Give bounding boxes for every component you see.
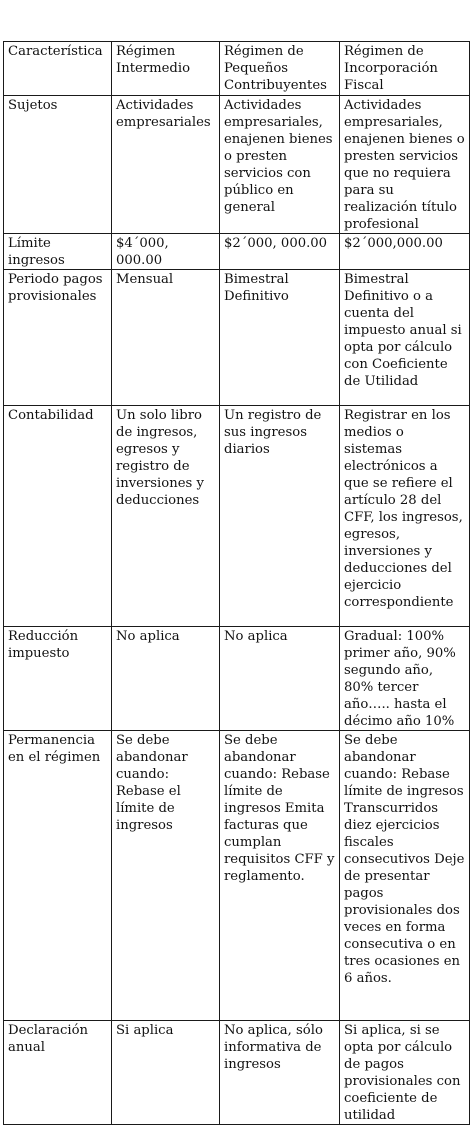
row-label-limite-ingresos: Límite ingresos <box>4 234 112 270</box>
cell-declaracion-repeco: No aplica, sólo informativa de ingresos <box>220 1021 340 1125</box>
table-row-limite-ingresos <box>4 234 470 270</box>
cell-declaracion-intermedio: Si aplica <box>112 1021 220 1125</box>
regimen-comparison-table <box>3 41 470 1125</box>
cell-contabilidad-intermedio: Un solo libro de ingresos, egresos y registro de inversiones y deducciones <box>112 406 220 627</box>
comparison-table-container <box>3 41 470 1125</box>
cell-limite-rif: $2´000,000.00 <box>340 234 470 270</box>
table-row-declaracion-anual <box>4 1021 470 1125</box>
table-row-contabilidad <box>4 406 470 627</box>
cell-permanencia-rif: Se debe abandonar cuando: Rebase límite de ingresos Transcurridos diez ejercicios fiscales consecutivos Deje de presentar pagos provisionales dos veces en forma consecutiva o en tres ocasiones en 6 años. <box>340 731 470 1021</box>
cell-periodo-intermedio: Mensual <box>112 270 220 406</box>
row-label-permanencia: Permanencia en el régimen <box>4 731 112 1021</box>
table-row-reduccion-impuesto <box>4 627 470 731</box>
cell-reduccion-rif: Gradual: 100% primer año, 90% segundo año, 80% tercer año….. hasta el décimo año 10% <box>340 627 470 731</box>
row-label-reduccion-impuesto: Reducción impuesto <box>4 627 112 731</box>
cell-periodo-repeco: Bimestral Definitivo <box>220 270 340 406</box>
cell-declaracion-rif: Si aplica, si se opta por cálculo de pagos provisionales con coeficiente de utilidad <box>340 1021 470 1125</box>
cell-limite-intermedio: $4´000, 000.00 <box>112 234 220 270</box>
row-label-sujetos: Sujetos <box>4 96 112 234</box>
cell-contabilidad-repeco: Un registro de sus ingresos diarios <box>220 406 340 627</box>
cell-permanencia-repeco: Se debe abandonar cuando: Rebase límite de ingresos Emita facturas que cumplan requisitos CFF y reglamento. <box>220 731 340 1021</box>
header-cell-rif: Régimen de Incorporación Fiscal <box>340 42 470 96</box>
table-row-permanencia <box>4 731 470 1021</box>
cell-reduccion-repeco: No aplica <box>220 627 340 731</box>
table-row-periodo-pagos <box>4 270 470 406</box>
cell-sujetos-rif: Actividades empresariales, enajenen bienes o presten servicios que no requiera para su realización título profesional <box>340 96 470 234</box>
cell-sujetos-repeco: Actividades empresariales, enajenen bienes o presten servicios con público en general <box>220 96 340 234</box>
cell-periodo-rif: Bimestral Definitivo o a cuenta del impuesto anual si opta por cálculo con Coeficiente de Utilidad <box>340 270 470 406</box>
cell-contabilidad-rif: Registrar en los medios o sistemas electrónicos a que se refiere el artículo 28 del CFF, los ingresos, egresos, inversiones y deducciones del ejercicio correspondiente <box>340 406 470 627</box>
cell-limite-repeco: $2´000, 000.00 <box>220 234 340 270</box>
cell-permanencia-intermedio: Se debe abandonar cuando: Rebase el límite de ingresos <box>112 731 220 1021</box>
header-cell-caracteristica: Característica <box>4 42 112 96</box>
cell-reduccion-intermedio: No aplica <box>112 627 220 731</box>
table-row-sujetos <box>4 96 470 234</box>
row-label-periodo-pagos: Periodo pagos provisionales <box>4 270 112 406</box>
row-label-contabilidad: Contabilidad <box>4 406 112 627</box>
table-header-row <box>4 42 470 96</box>
cell-sujetos-intermedio: Actividades empresariales <box>112 96 220 234</box>
row-label-declaracion-anual: Declaración anual <box>4 1021 112 1125</box>
header-cell-regimen-intermedio: Régimen Intermedio <box>112 42 220 96</box>
header-cell-repeco: Régimen de Pequeños Contribuyentes <box>220 42 340 96</box>
